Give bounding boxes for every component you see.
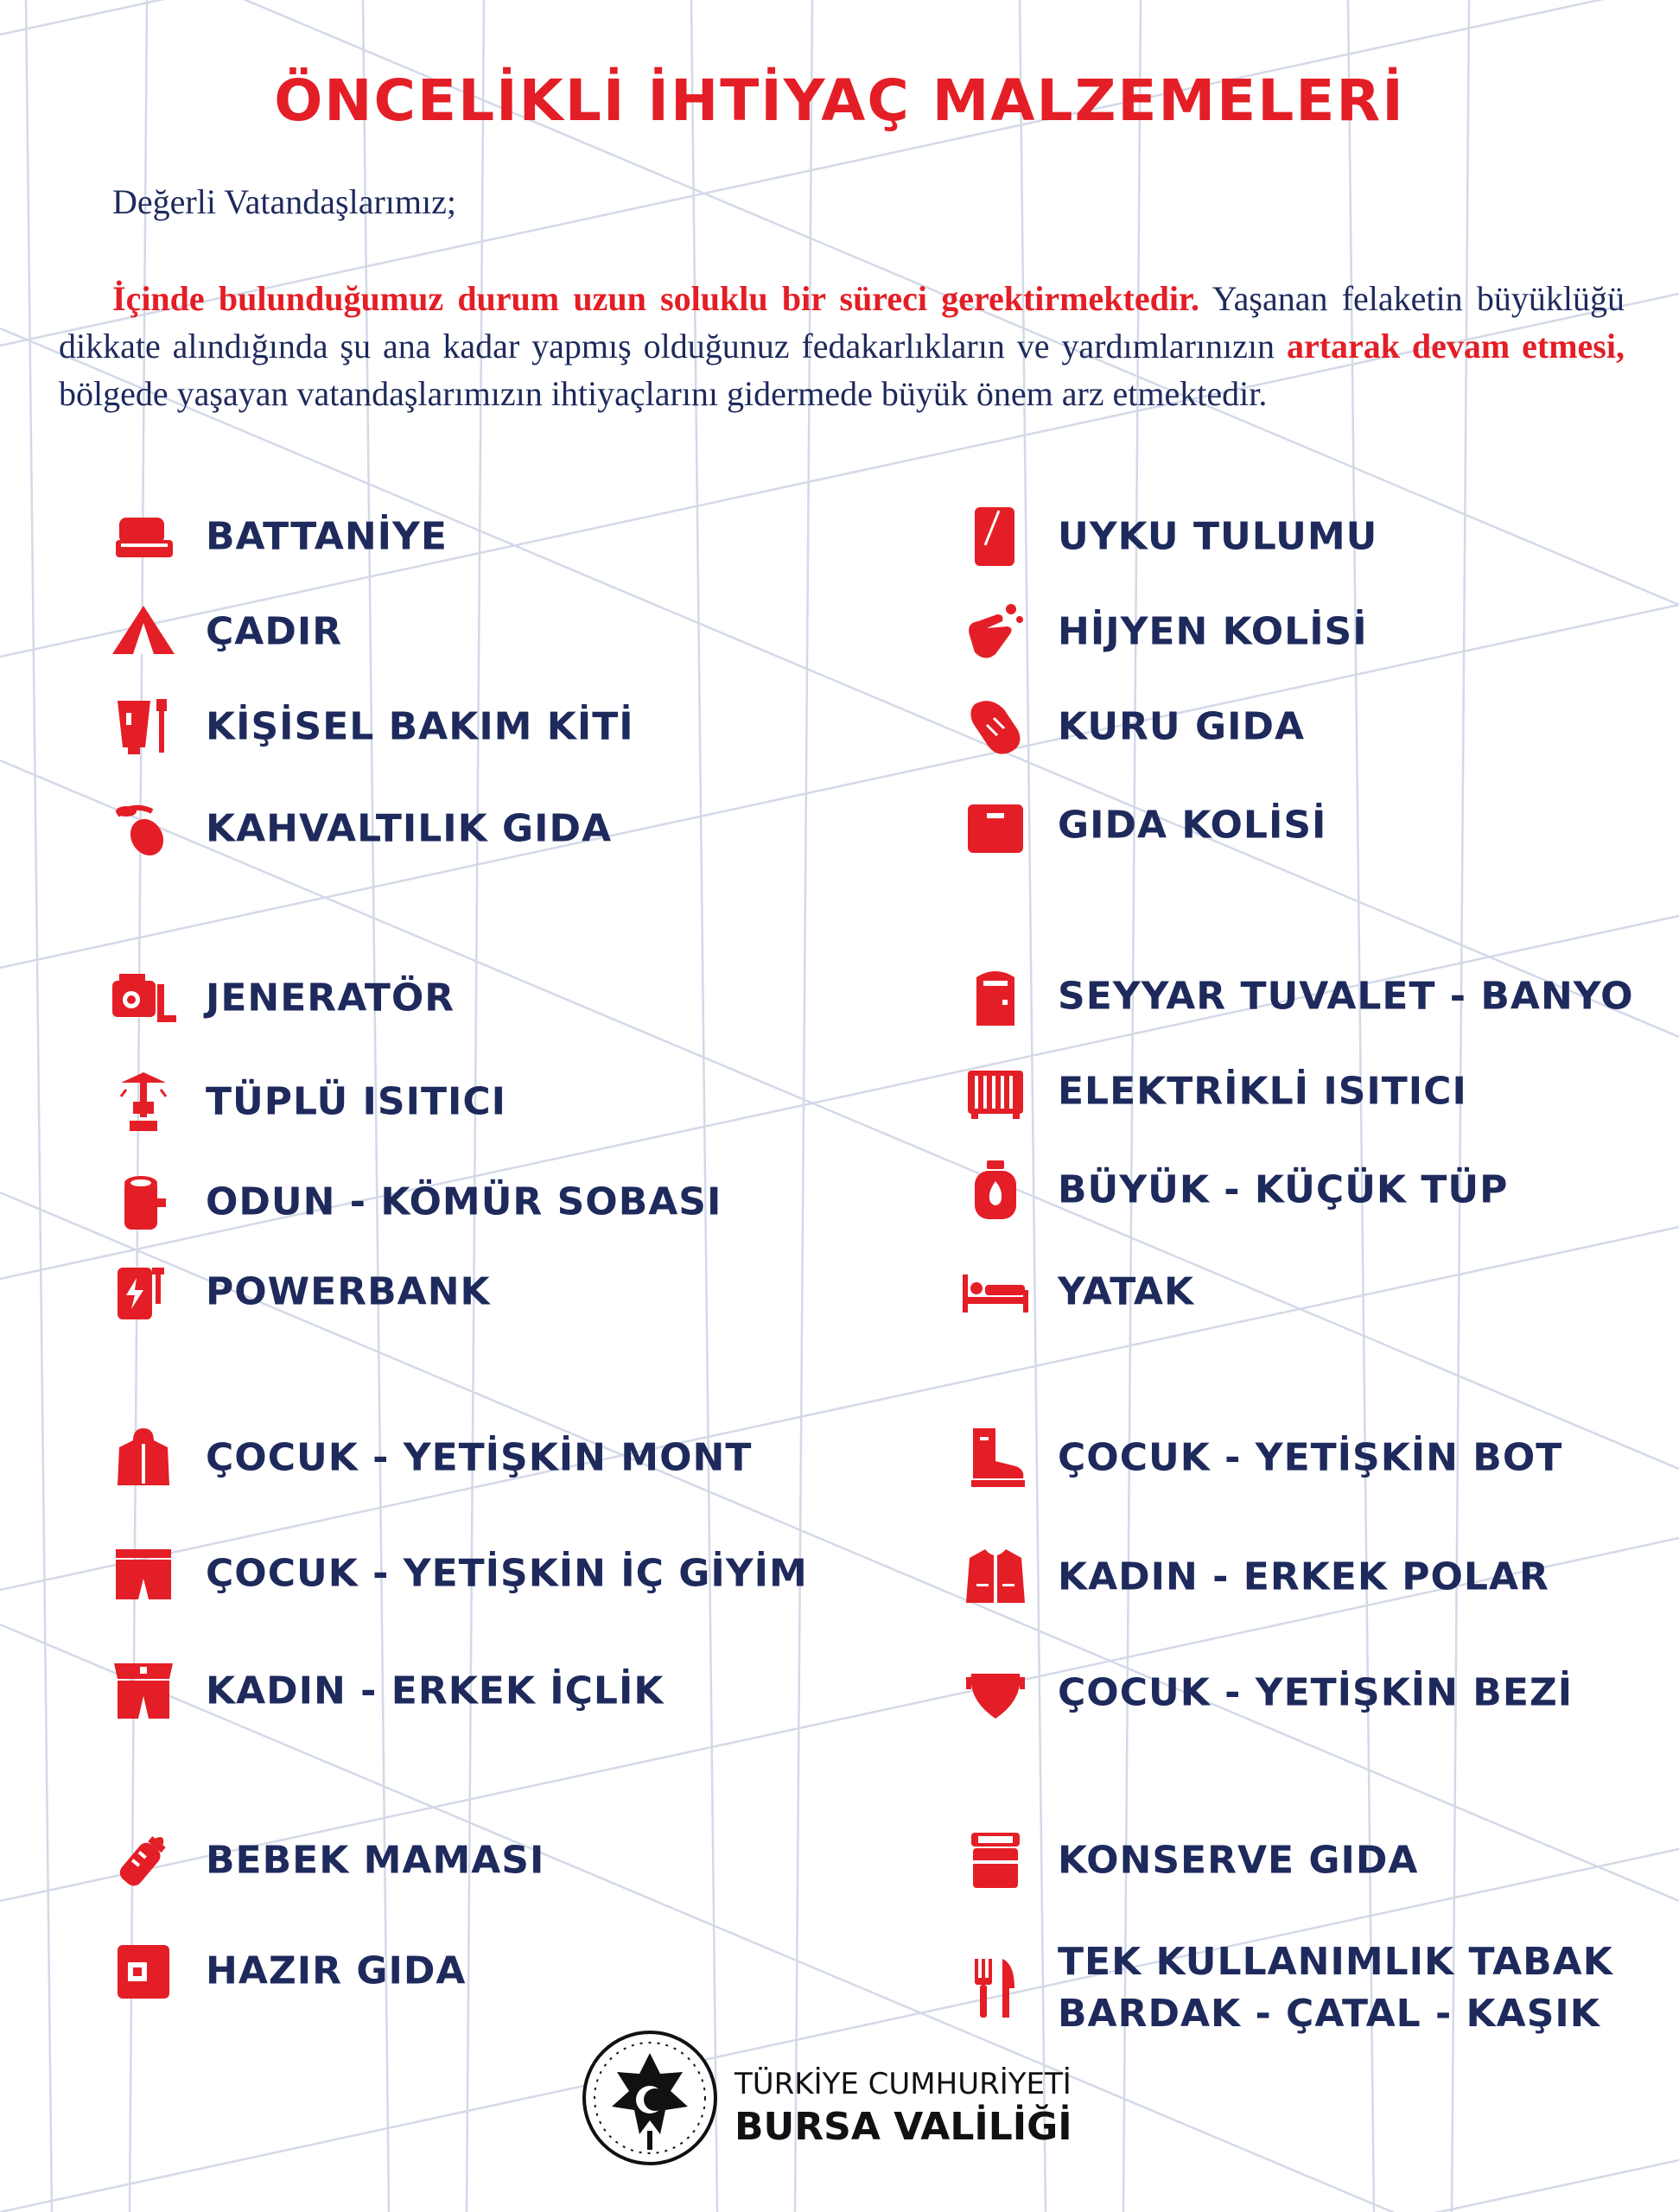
thermal-pants-icon: [109, 1656, 178, 1726]
hygiene-hands-icon: [961, 597, 1030, 666]
item-label: ÇOCUK - YETİŞKİN MONT: [206, 1435, 753, 1480]
body-text-2: bölgede yaşayan vatandaşlarımızın ihtiyaçlarını gidermede büyük önem arz etmektedir.: [59, 374, 1268, 413]
portable-toilet-icon: [961, 962, 1030, 1031]
item-label: BATTANİYE: [206, 514, 448, 559]
item-label: UYKU TULUMU: [1058, 514, 1378, 559]
fleece-jacket-icon: [961, 1542, 1030, 1611]
item-label: KADIN - ERKEK POLAR: [1058, 1554, 1549, 1599]
item-label: ÇOCUK - YETİŞKİN BOT: [1058, 1435, 1563, 1480]
item-label: ÇOCUK - YETİŞKİN İÇ GİYİM: [206, 1551, 808, 1596]
greeting: Değerli Vatandaşlarımız;: [112, 182, 457, 221]
intro-paragraph: [59, 275, 1625, 417]
item-label: BÜYÜK - KÜÇÜK TÜP: [1058, 1167, 1509, 1212]
item-label: SEYYAR TUVALET - BANYO: [1058, 974, 1634, 1019]
underwear-icon: [109, 1539, 178, 1608]
page-title: ÖNCELİKLİ İHTİYAÇ MALZEMELERİ: [274, 67, 1405, 134]
wood-log-icon: [109, 1167, 178, 1236]
footer-logo-block: [581, 2029, 1099, 2167]
item-label: ODUN - KÖMÜR SOBASI: [206, 1179, 722, 1224]
item-label: KİŞİSEL BAKIM KİTİ: [206, 704, 634, 749]
highlight-text-2: artarak devam etmesi,: [1286, 327, 1625, 365]
item-label: GIDA KOLİSİ: [1058, 803, 1327, 848]
item-label: HİJYEN KOLİSİ: [1058, 609, 1368, 654]
item-label: ÇADIR: [206, 609, 343, 654]
powerbank-icon: [109, 1257, 178, 1326]
coat-icon: [109, 1423, 178, 1492]
baby-bottle-icon: [109, 1826, 178, 1895]
footer-line-1: TÜRKİYE CUMHURİYETİ: [735, 2067, 1072, 2101]
item-label: KADIN - ERKEK İÇLİK: [206, 1669, 665, 1713]
olive-icon: [109, 794, 178, 863]
patio-heater-icon: [109, 1067, 178, 1136]
item-label: KAHVALTILIK GIDA: [206, 806, 613, 851]
body-text-1: Yaşanan felaketin büyüklüğü dikkate alındığında şu ana kadar yapmış olduğunuz fedakarlıkların ve yardımlarınızın: [59, 279, 1625, 365]
diaper-icon: [961, 1658, 1030, 1727]
item-label: POWERBANK: [206, 1269, 491, 1314]
item-label: YATAK: [1058, 1269, 1195, 1314]
item-label-multiline: [1058, 1936, 1613, 2040]
tent-icon: [109, 597, 178, 666]
personal-care-icon: [109, 692, 178, 761]
item-label: JENERATÖR: [206, 976, 455, 1020]
footer-line-2: BURSA VALİLİĞİ: [735, 2105, 1072, 2149]
ready-meal-icon: [109, 1936, 178, 2005]
boot-icon: [961, 1423, 1030, 1492]
cutlery-icon: [961, 1954, 1030, 2023]
gas-cylinder-icon: [961, 1155, 1030, 1224]
highlight-text-1: İçinde bulunduğumuz durum uzun soluklu bir süreci gerektirmektedir.: [112, 279, 1200, 318]
food-box-icon: [961, 791, 1030, 860]
dry-food-icon: [961, 692, 1030, 761]
canned-food-icon: [961, 1826, 1030, 1895]
item-label-line1: TEK KULLANIMLIK TABAK: [1058, 1940, 1613, 1984]
item-label-line2: BARDAK - ÇATAL - KAŞIK: [1058, 1992, 1600, 2036]
item-label: BEBEK MAMASI: [206, 1838, 545, 1883]
item-label: KURU GIDA: [1058, 704, 1306, 749]
item-label: TÜPLÜ ISITICI: [206, 1079, 506, 1124]
item-label: ELEKTRİKLİ ISITICI: [1058, 1069, 1467, 1114]
blanket-icon: [109, 502, 178, 571]
bed-icon: [961, 1257, 1030, 1326]
sleeping-bag-icon: [961, 502, 1030, 571]
generator-icon: [109, 963, 178, 1033]
item-label: HAZIR GIDA: [206, 1948, 467, 1993]
item-label: ÇOCUK - YETİŞKİN BEZİ: [1058, 1670, 1574, 1715]
radiator-icon: [961, 1057, 1030, 1126]
governorship-seal-icon: [581, 2029, 719, 2167]
item-label: KONSERVE GIDA: [1058, 1838, 1419, 1883]
